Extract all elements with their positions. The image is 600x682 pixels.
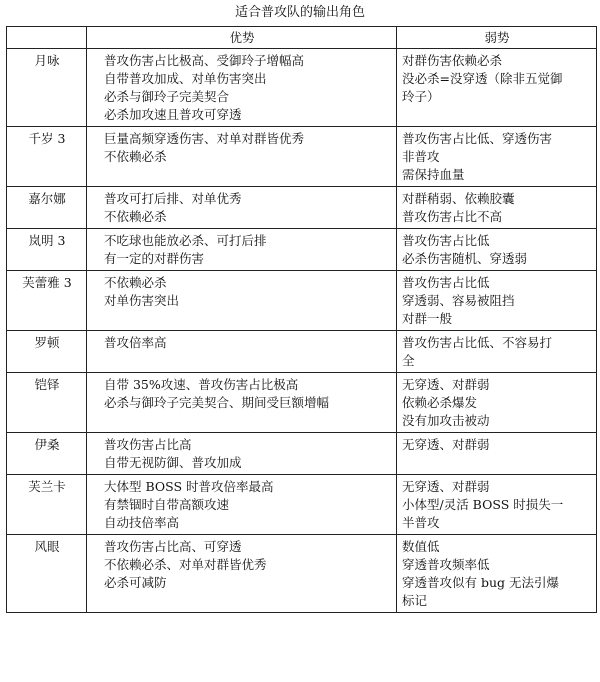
advantage-line: 不依赖必杀、对单对群皆优秀 (104, 557, 267, 572)
disadvantage-line: 没必杀=没穿透（除非五觉御 (402, 71, 563, 86)
table-row (7, 433, 597, 475)
advantages-cell (87, 535, 397, 613)
disadvantage-line: 非普攻 (402, 149, 440, 164)
disadvantages-cell (397, 373, 597, 433)
character-name: 月咏 (7, 49, 87, 127)
advantages-cell (87, 271, 397, 331)
disadvantage-line: 没有加攻击被动 (402, 413, 490, 428)
advantages-cell (87, 229, 397, 271)
advantage-line: 不吃球也能放必杀、可打后排 (104, 233, 267, 248)
advantage-line: 普攻倍率高 (104, 335, 167, 350)
character-name: 嘉尔娜 (7, 187, 87, 229)
advantage-line: 普攻伤害占比高、可穿透 (104, 539, 242, 554)
character-name: 罗顿 (7, 331, 87, 373)
table-row (7, 229, 597, 271)
advantage-line: 普攻伤害占比极高、受御玲子增幅高 (104, 53, 305, 68)
disadvantages-cell (397, 187, 597, 229)
disadvantage-line: 对群伤害依赖必杀 (402, 53, 503, 68)
disadvantage-line: 普攻伤害占比低、穿透伤害 (402, 131, 553, 146)
disadvantages-cell (397, 535, 597, 613)
advantage-line: 必杀与御玲子完美契合、期间受巨额增幅 (104, 395, 330, 410)
header-row (7, 27, 597, 49)
header-advantages: 优势 (87, 27, 397, 49)
advantage-line: 自带无视防御、普攻加成 (104, 455, 242, 470)
table-row (7, 535, 597, 613)
advantage-line: 自带 35%攻速、普攻伤害占比极高 (104, 377, 299, 392)
advantage-line: 有一定的对群伤害 (104, 251, 205, 266)
advantage-line: 巨量高频穿透伤害、对单对群皆优秀 (104, 131, 305, 146)
character-name: 岚明 3 (7, 229, 87, 271)
disadvantage-line: 穿透普攻似有 bug 无法引爆 (402, 575, 560, 590)
advantage-line: 大体型 BOSS 时普攻倍率最高 (104, 479, 274, 494)
advantages-cell (87, 187, 397, 229)
disadvantage-line: 穿透弱、容易被阻挡 (402, 293, 515, 308)
disadvantages-cell (397, 229, 597, 271)
header-name (7, 27, 87, 49)
character-name: 风眼 (7, 535, 87, 613)
disadvantages-cell (397, 49, 597, 127)
disadvantage-line: 需保持血量 (402, 167, 465, 182)
disadvantage-line: 普攻伤害占比不高 (402, 209, 503, 224)
table-row (7, 475, 597, 535)
disadvantage-line: 无穿透、对群弱 (402, 479, 490, 494)
character-name: 芙蕾雅 3 (7, 271, 87, 331)
character-name: 伊桑 (7, 433, 87, 475)
advantage-line: 必杀加攻速且普攻可穿透 (104, 107, 242, 122)
table-row (7, 373, 597, 433)
advantage-line: 不依赖必杀 (104, 209, 167, 224)
disadvantage-line: 普攻伤害占比低 (402, 233, 490, 248)
disadvantage-line: 玲子） (402, 89, 440, 104)
disadvantages-cell (397, 127, 597, 187)
disadvantage-line: 标记 (402, 593, 428, 608)
advantage-line: 自动技倍率高 (104, 515, 180, 530)
table-row (7, 271, 597, 331)
advantage-line: 普攻伤害占比高 (104, 437, 192, 452)
advantages-cell (87, 475, 397, 535)
disadvantage-line: 依赖必杀爆发 (402, 395, 478, 410)
advantage-line: 普攻可打后排、对单优秀 (104, 191, 242, 206)
advantages-cell (87, 373, 397, 433)
table-row (7, 331, 597, 373)
disadvantages-cell (397, 475, 597, 535)
disadvantage-line: 必杀伤害随机、穿透弱 (402, 251, 528, 266)
disadvantage-line: 半普攻 (402, 515, 440, 530)
disadvantage-line: 数值低 (402, 539, 440, 554)
disadvantages-cell (397, 331, 597, 373)
advantage-line: 不依赖必杀 (104, 275, 167, 290)
disadvantage-line: 普攻伤害占比低、不容易打 (402, 335, 553, 350)
advantage-line: 必杀与御玲子完美契合 (104, 89, 230, 104)
disadvantages-cell (397, 271, 597, 331)
advantages-cell (87, 433, 397, 475)
table-title: 适合普攻队的输出角色 (234, 5, 365, 20)
disadvantage-line: 无穿透、对群弱 (402, 437, 490, 452)
advantage-line: 有禁锢时自带高额攻速 (104, 497, 230, 512)
advantages-cell (87, 49, 397, 127)
character-name: 千岁 3 (7, 127, 87, 187)
table-row (7, 49, 597, 127)
disadvantage-line: 全 (402, 353, 415, 368)
character-name: 铠铎 (7, 373, 87, 433)
disadvantage-line: 穿透普攻频率低 (402, 557, 490, 572)
advantage-line: 对单伤害突出 (104, 293, 180, 308)
advantages-cell (87, 331, 397, 373)
character-name: 芙兰卡 (7, 475, 87, 535)
advantage-line: 必杀可减防 (104, 575, 167, 590)
header-disadvantages: 弱势 (397, 27, 597, 49)
advantages-cell (87, 127, 397, 187)
disadvantage-line: 小体型/灵活 BOSS 时损失一 (402, 497, 564, 512)
disadvantage-line: 无穿透、对群弱 (402, 377, 490, 392)
advantage-line: 不依赖必杀 (104, 149, 167, 164)
advantage-line: 自带普攻加成、对单伤害突出 (104, 71, 267, 86)
disadvantage-line: 对群稍弱、依赖胶囊 (402, 191, 515, 206)
table-row (7, 187, 597, 229)
disadvantage-line: 普攻伤害占比低 (402, 275, 490, 290)
disadvantage-line: 对群一般 (402, 311, 453, 326)
character-table (6, 26, 597, 613)
table-body (7, 49, 597, 613)
disadvantages-cell (397, 433, 597, 475)
table-row (7, 127, 597, 187)
